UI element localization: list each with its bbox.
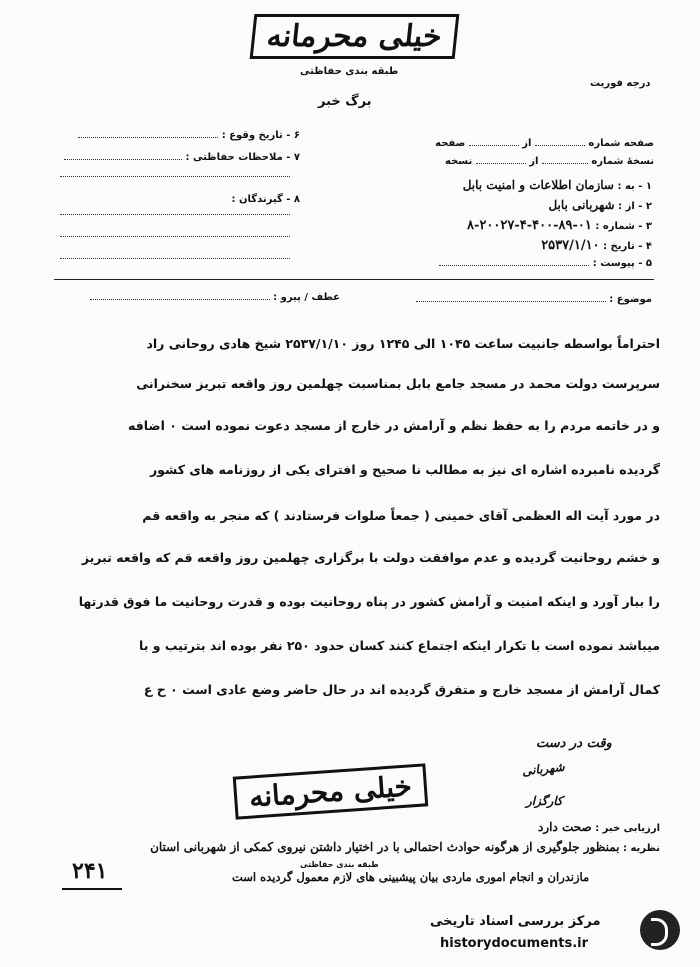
bottom-classification-stamp: خیلی محرمانه (233, 763, 428, 819)
copy-number-row (404, 156, 654, 167)
form-title: برگ خبر (318, 94, 372, 109)
priority-label: درجه فوریت (590, 78, 651, 89)
recipients-line-3 (60, 258, 290, 259)
body-line: کمال آرامش از مسجد خارج و متفرق گردیده اند در حال حاضر وضع عادی است ۰ ح ع (143, 682, 660, 697)
ref-label: عطف / پیرو : (273, 292, 340, 303)
bottom-classification-label: طبقه بندی حفاظتی (300, 860, 379, 869)
opinion-text: بمنظور جلوگیری از هرگونه حوادث احتمالی با در اختیار داشتن نیروی کمکی از شهربانی استان (150, 840, 620, 854)
watermark-url: historydocuments.ir (440, 936, 589, 951)
date-value: ۲۵۳۷/۱/۱۰ (541, 238, 600, 253)
from-label-1: از (522, 138, 532, 149)
body-line: سرپرست دولت محمد در مسجد جامع بابل بمناسبت چهلمین روز واقعه تبریز سخنرانی (136, 376, 660, 391)
security-notes-label: ۷ - ملاحظات حفاظتی : (185, 152, 300, 163)
to-value: سازمان اطلاعات و امنیت بابل (462, 178, 614, 192)
attachment-label: ۵ - پیوست : (592, 258, 652, 269)
page-label: صفحه (435, 138, 466, 149)
handwritten-number: ۲۴۱ (72, 858, 108, 884)
date-event-label: ۶ - تاریخ وقوع : (221, 130, 300, 141)
to-row (380, 178, 652, 192)
body-line: و در خاتمه مردم را به حفظ نظم و آرامش در خارج از مسجد دعوت نموده است ۰ اضافه (128, 418, 660, 433)
handwritten-note: کارگزار (526, 794, 563, 808)
subject-label: موضوع : (609, 294, 652, 305)
body-line: در مورد آیت اله العظمی آقای خمینی ( جمعاً صلوات فرستادند ) که منجر به واقعه قم (142, 508, 660, 523)
assessment-value: صحت دارد (538, 820, 592, 834)
date-row (380, 238, 652, 253)
to-label: ۱ - به : (617, 181, 652, 192)
recipients-line-2 (60, 236, 290, 237)
number-value: ۰۱-۸۹-۴۰۰-۴-۲۰۰۲۷-۸ (467, 218, 592, 233)
from-row (380, 198, 652, 212)
body-line: میباشد نموده است با تکرار اینکه اجتماع کنند کسان حدود ۲۵۰ نفر بوده اند بترتیب و با (139, 638, 660, 653)
opinion-row (40, 840, 660, 854)
archive-logo-icon (640, 910, 680, 950)
classification-label: طبقه بندی حفاظتی (300, 66, 399, 77)
opinion-label: نظریه : (622, 843, 660, 854)
notes-line (60, 176, 290, 177)
from-label: ۲ - از : (618, 201, 652, 212)
recipients-field (200, 194, 300, 205)
date-event-field (60, 130, 300, 141)
page-number-row (404, 138, 654, 149)
recipients-label: ۸ - گیرندگان : (231, 194, 300, 205)
number-row (380, 218, 652, 233)
handwritten-note: شهربانی (521, 759, 566, 779)
subject-row (380, 294, 652, 305)
header-divider (54, 279, 654, 280)
from-value: شهربانی بابل (548, 198, 615, 212)
body-line: گردیده نامبرده اشاره ای نیز به مطالب نا صحیح و افترای یکی از روزنامه های کشور (149, 462, 660, 477)
date-label: ۴ - تاریخ : (603, 241, 652, 252)
body-line: را ببار آورد و اینکه امنیت و آرامش کشور در پناه روحانیت بوده و قدرت روحانیت ما فوق قدرتها (78, 594, 660, 609)
body-line: احتراماً بواسطه جانبیت ساعت ۱۰۴۵ الی ۱۲۴۵ روز ۲۵۳۷/۱/۱۰ شیخ هادی روحانی راد (146, 336, 660, 351)
copy-no-label: نسخهٔ شماره (591, 156, 654, 167)
page-no-label: صفحه شماره (588, 138, 654, 149)
opinion-text-2: مازندران و انجام اموری ماردی بیان پیشبینی های لازم معمول گردیده است (232, 870, 590, 884)
assessment-label: ارزیابی خبر : (595, 823, 660, 834)
number-label: ۳ - شماره : (595, 221, 652, 232)
watermark-title: مرکز بررسی اسناد تاریخی (430, 914, 601, 929)
assessment-row (380, 820, 660, 834)
top-classification-stamp: خیلی محرمانه (250, 14, 459, 59)
number-underline (62, 888, 122, 890)
from-label-2: از (529, 156, 539, 167)
security-notes-field (60, 152, 300, 163)
body-line: و خشم روحانیت گردیده و عدم موافقت دولت با برگزاری چهلمین روز واقعه قم که واقعه تبریز (81, 550, 660, 565)
attachment-row (380, 258, 652, 269)
copy-label: نسخه (445, 156, 473, 167)
ref-row (60, 292, 340, 303)
recipients-line-1 (60, 214, 290, 215)
handwritten-note: وقت در دست (536, 736, 612, 751)
